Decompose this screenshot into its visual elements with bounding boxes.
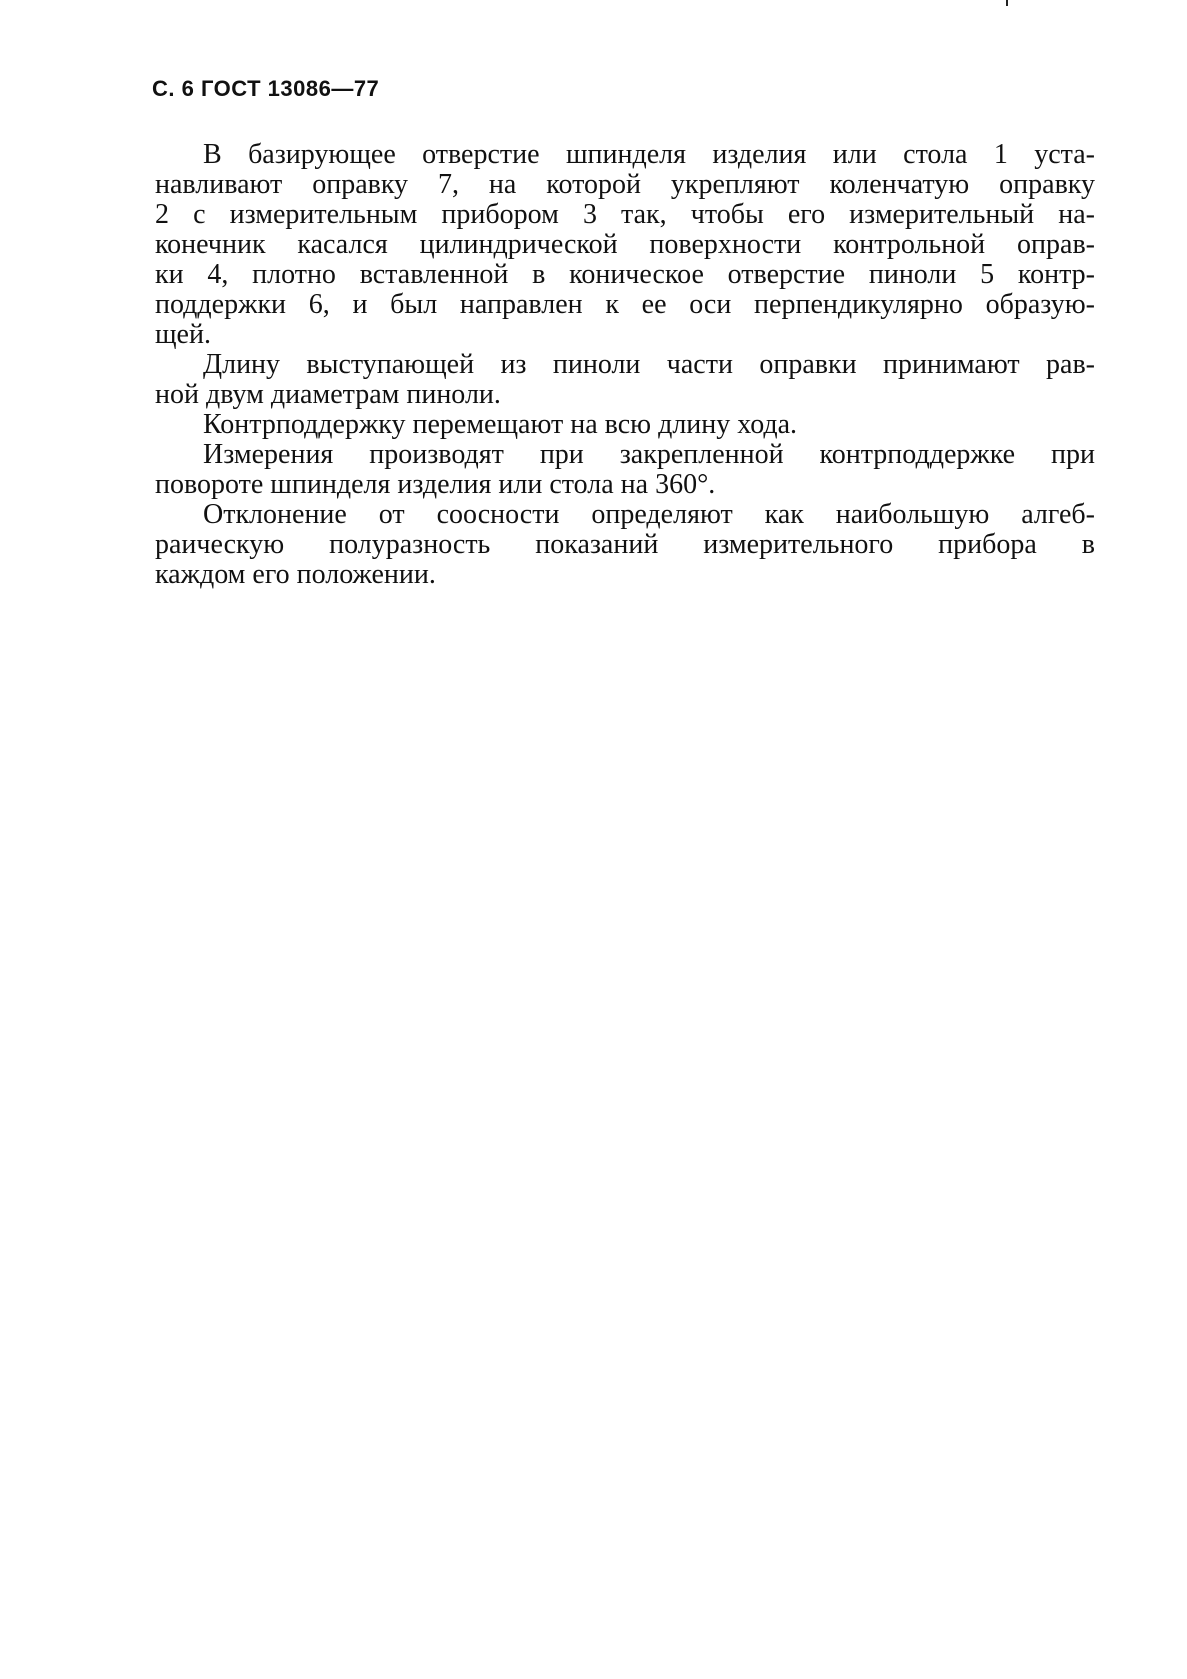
text-line: Отклонение от соосности определяют как наибольшую алгеб- [203, 499, 1095, 530]
paragraph-setup [155, 140, 1095, 350]
text-line: ки 4, плотно вставленной в коническое отверстие пиноли 5 контр- [155, 259, 1095, 290]
text-line: раическую полуразность показаний измерительного прибора в [155, 529, 1095, 560]
paragraph-deviation [155, 500, 1095, 590]
paragraph-move [155, 410, 1095, 440]
text-line: В базирующее отверстие шпинделя изделия или стола 1 уста- [203, 139, 1095, 170]
text-line: 2 с измерительным прибором 3 так, чтобы его измерительный на- [155, 199, 1095, 230]
text-line: навливают оправку 7, на которой укрепляют коленчатую оправку [155, 169, 1095, 200]
paragraph-measure [155, 440, 1095, 500]
text-line: каждом его положении. [155, 559, 436, 590]
text-line: щей. [155, 319, 211, 350]
text-line: Длину выступающей из пиноли части оправки принимают рав- [203, 349, 1095, 380]
text-line: поддержки 6, и был направлен к ее оси перпендикулярно образую- [155, 289, 1095, 320]
page-header: С. 6 ГОСТ 13086—77 [152, 76, 380, 101]
paragraph-length [155, 350, 1095, 410]
text-line: Измерения производят при закрепленной контрподдержке при [203, 439, 1095, 470]
scan-artifact-mark [1006, 0, 1008, 6]
document-body [155, 140, 1095, 590]
text-line: ной двум диаметрам пиноли. [155, 379, 501, 410]
text-line: повороте шпинделя изделия или стола на 360°. [155, 469, 716, 500]
text-line: конечник касался цилиндрической поверхности контрольной оправ- [155, 229, 1095, 260]
text-line: Контрподдержку перемещают на всю длину хода. [203, 409, 798, 440]
